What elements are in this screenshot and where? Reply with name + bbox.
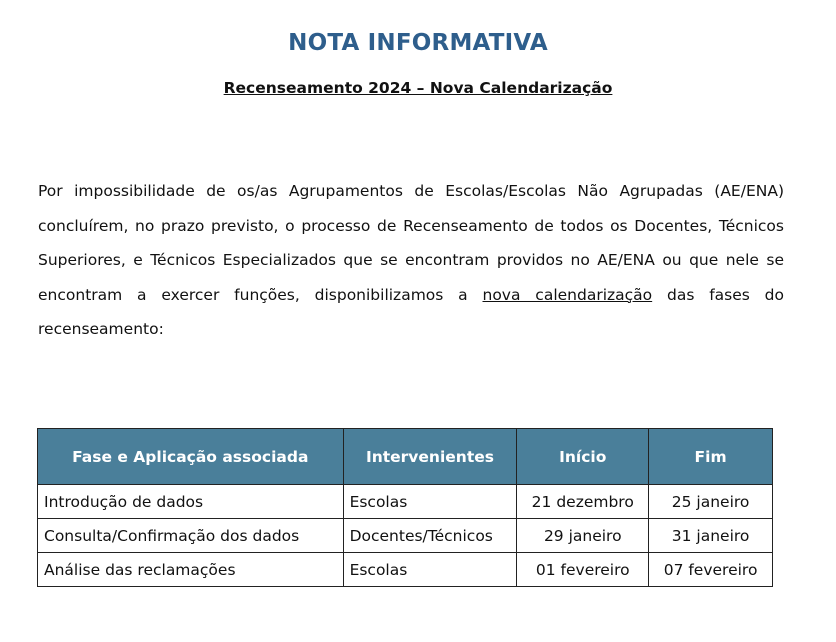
cell-start: 01 fevereiro bbox=[517, 553, 649, 587]
cell-end: 25 janeiro bbox=[649, 485, 773, 519]
document-subtitle: Recenseamento 2024 – Nova Calendarização bbox=[223, 79, 613, 97]
cell-participants: Escolas bbox=[343, 553, 517, 587]
paragraph-text-before: Por impossibilidade de os/as Agrupamentos de Escolas/Escolas Não Agrupadas (AE/ENA) concluírem, no prazo previsto, o processo de Recenseamento de todos os Docentes, Técnicos Superiores, e Técnicos Especializados que se encontram providos no AE/ENA ou que nele se encontram a exercer funções, disponibilizamos a bbox=[38, 182, 784, 304]
table-row bbox=[38, 519, 773, 553]
table-header-row bbox=[38, 429, 773, 485]
header-participants: Intervenientes bbox=[343, 429, 517, 485]
table-row bbox=[38, 553, 773, 587]
cell-phase: Análise das reclamações bbox=[38, 553, 344, 587]
cell-start: 21 dezembro bbox=[517, 485, 649, 519]
header-start: Início bbox=[517, 429, 649, 485]
cell-end: 07 fevereiro bbox=[649, 553, 773, 587]
calendar-table bbox=[37, 428, 773, 587]
intro-paragraph bbox=[38, 174, 784, 347]
cell-participants: Escolas bbox=[343, 485, 517, 519]
header-end: Fim bbox=[649, 429, 773, 485]
document-title: NOTA INFORMATIVA bbox=[288, 30, 548, 56]
cell-phase: Introdução de dados bbox=[38, 485, 344, 519]
paragraph-text-after: das fases do recenseamento: bbox=[38, 285, 784, 338]
cell-end: 31 janeiro bbox=[649, 519, 773, 553]
paragraph-underlined-text: nova calendarização bbox=[482, 285, 653, 304]
cell-participants: Docentes/Técnicos bbox=[343, 519, 517, 553]
header-phase: Fase e Aplicação associada bbox=[38, 429, 344, 485]
table-row bbox=[38, 485, 773, 519]
cell-phase: Consulta/Confirmação dos dados bbox=[38, 519, 344, 553]
cell-start: 29 janeiro bbox=[517, 519, 649, 553]
